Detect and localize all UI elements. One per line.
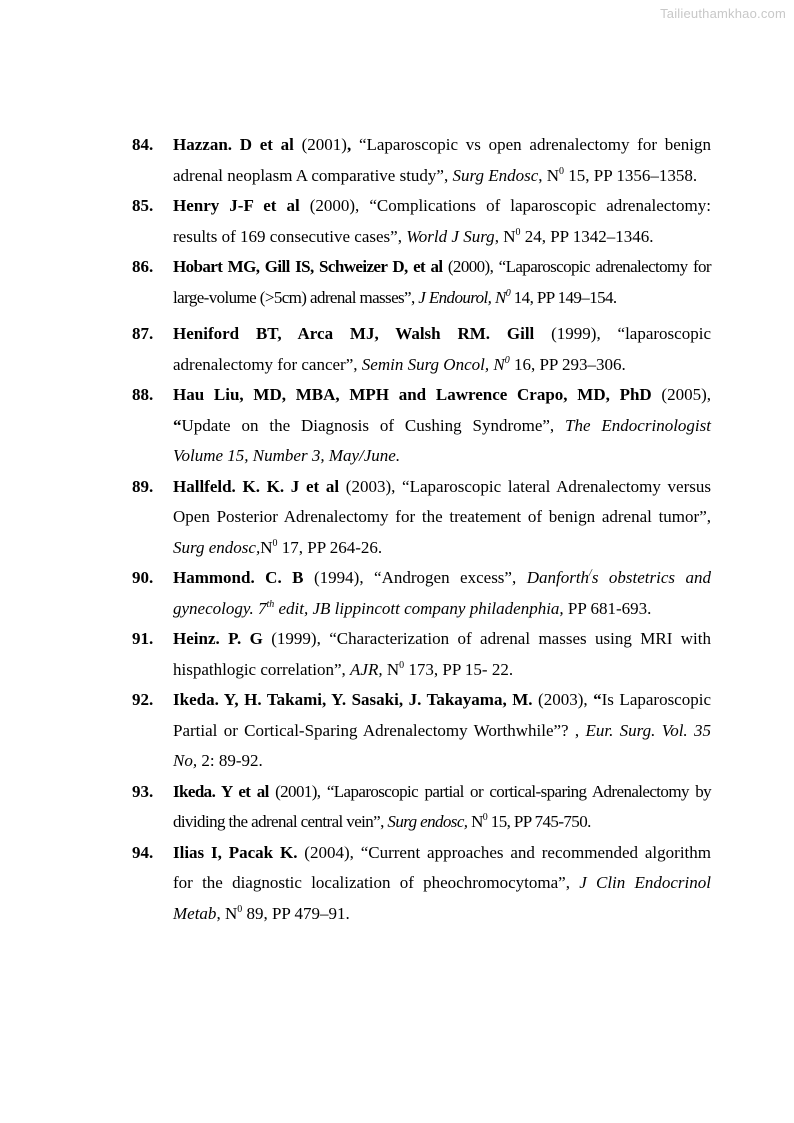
reference-text-part: Danforth xyxy=(526,568,590,587)
reference-text-part: , xyxy=(346,135,352,154)
reference-text-part: 0 xyxy=(399,659,405,671)
reference-item xyxy=(0,563,794,624)
reference-text xyxy=(173,252,711,313)
reference-text-part: “Laparoscopic vs open adrenalectomy for benign adrenal neoplasm A comparative study”, xyxy=(173,135,711,185)
reference-item xyxy=(0,472,794,564)
reference-text-part: 16, PP 293–306. xyxy=(509,354,626,374)
reference-text-part: / xyxy=(589,568,592,579)
reference-text-part: Surg Endosc xyxy=(452,165,539,185)
reference-text-part: 0 xyxy=(515,226,521,238)
reference-text-part: 17, PP 264-26. xyxy=(277,537,383,557)
reference-number: 86. xyxy=(132,257,154,276)
reference-text-part: J Endourol, N xyxy=(418,287,506,307)
reference-text-part: Update on the Diagnosis of Cushing Syndrome”, xyxy=(181,415,566,435)
reference-text xyxy=(173,319,711,380)
reference-text-part: , N xyxy=(538,165,560,185)
reference-text xyxy=(173,191,711,252)
reference-text-part: (2000), “Laparoscopic adrenalectomy for large-volume (>5cm) adrenal masses”, xyxy=(173,257,711,307)
reference-text-part: Surg endosc, xyxy=(387,812,468,831)
reference-text-part: th xyxy=(266,598,275,610)
reference-item xyxy=(0,319,794,380)
reference-text-part: Surg endosc, xyxy=(173,537,261,557)
reference-item xyxy=(0,838,794,930)
reference-text xyxy=(173,563,711,624)
reference-text-part: (2003), “Laparoscopic lateral Adrenalectomy versus Open Posterior Adrenalectomy for the treatement of benign adrenal tumor”, xyxy=(173,476,711,526)
reference-item xyxy=(0,624,794,685)
reference-text-part: edit, JB lippincott company philadenphia, xyxy=(274,598,564,618)
reference-text-part: (1999), “Characterization of adrenal masses using MRI with hispathlogic correlation”, xyxy=(173,629,711,679)
reference-text-part: Heniford BT, Arca MJ, Walsh RM. Gill xyxy=(173,324,535,343)
reference-item xyxy=(0,380,794,472)
reference-number: 90. xyxy=(132,568,154,587)
reference-text-part: 2: 89-92. xyxy=(197,751,263,770)
reference-text-part: 173, PP 15- 22. xyxy=(404,659,514,679)
reference-text xyxy=(173,130,711,191)
reference-text-part: 0 xyxy=(272,537,278,549)
reference-text-part: 15, PP 1356–1358. xyxy=(564,165,698,185)
reference-text-part: Heinz. P. G xyxy=(173,629,263,648)
reference-text-part: (2000), “Complications of laparoscopic adrenalectomy: results of 169 consecutive cases”, xyxy=(173,196,711,246)
reference-text-part: Hazzan. D et al xyxy=(173,135,294,154)
reference-text-part: Hallfeld. K. K. J et al xyxy=(173,476,340,496)
reference-text-part: (2003), xyxy=(532,690,594,709)
reference-item xyxy=(0,252,794,313)
reference-text-part: , N xyxy=(216,903,238,923)
reference-text-part: 0 xyxy=(504,354,510,366)
reference-item xyxy=(0,130,794,191)
reference-text-part: Is Laparoscopic Partial or Cortical-Sparing Adrenalectomy Worthwhile”? , xyxy=(173,690,711,740)
reference-text-part: 0 xyxy=(237,903,243,915)
reference-text-part: N xyxy=(467,812,483,831)
reference-text-part: Hobart MG, Gill IS, Schweizer D, et al xyxy=(173,257,443,276)
reference-text-part: Ikeda. Y, H. Takami, Y. Sasaki, J. Takayama, M. xyxy=(173,690,533,709)
reference-number: 87. xyxy=(132,324,154,343)
reference-number: 92. xyxy=(132,690,154,709)
reference-item xyxy=(0,685,794,777)
reference-number: 91. xyxy=(132,629,154,648)
reference-number: 88. xyxy=(132,385,154,404)
reference-text-part: 0 xyxy=(505,287,511,299)
reference-text-part: 24, PP 1342–1346. xyxy=(520,226,654,246)
reference-text xyxy=(173,838,711,930)
reference-text-part: Ilias I, Pacak K. xyxy=(173,842,298,862)
reference-number: 94. xyxy=(132,842,154,862)
reference-text-part: AJR, xyxy=(350,659,383,679)
reference-number: 84. xyxy=(132,135,154,154)
reference-text-part: Semin Surg Oncol, N xyxy=(361,354,505,374)
reference-text-part: (1994), “Androgen excess”, xyxy=(303,568,527,587)
watermark-text: Tailieuthamkhao.com xyxy=(660,6,786,21)
reference-text-part: N xyxy=(260,537,273,557)
reference-text-part: Eur. Surg. Vol. 35 No, xyxy=(173,720,711,770)
reference-text-part: (2004), “Current approaches and recommended algorithm for the diagnostic localization of pheochromocytoma”, xyxy=(173,842,711,892)
reference-text-part: N xyxy=(382,659,400,679)
reference-number: 89. xyxy=(132,476,154,496)
reference-text-part: (2001) xyxy=(293,135,347,154)
reference-item xyxy=(0,191,794,252)
reference-text-part: World J Surg xyxy=(406,226,495,246)
reference-text-part: Hammond. C. B xyxy=(173,568,304,587)
reference-text-part: (1999), “laparoscopic adrenalectomy for cancer”, xyxy=(173,324,711,374)
reference-text-part: (2005), xyxy=(651,385,712,404)
reference-text-part: Henry J-F et al xyxy=(173,196,300,215)
reference-item xyxy=(0,777,794,838)
reference-list xyxy=(0,130,794,929)
reference-text xyxy=(173,777,711,838)
reference-text-part: 15, PP 745-750. xyxy=(487,812,591,831)
reference-text-part: Hau Liu, MD, MBA, MPH and Lawrence Crapo, MD, PhD xyxy=(173,385,652,404)
reference-text-part: s obstetrics and gynecology. 7 xyxy=(173,568,712,618)
reference-text-part: PP 681-693. xyxy=(563,598,652,618)
reference-text-part: 0 xyxy=(559,165,565,177)
reference-text-part: The Endocrinologist Volume 15, Number 3, May/June. xyxy=(173,415,711,465)
reference-text-part: 0 xyxy=(482,812,488,823)
reference-text xyxy=(173,380,711,472)
reference-text-part: Ikeda. Y et al xyxy=(173,781,269,801)
reference-text xyxy=(173,624,711,685)
reference-text xyxy=(173,472,711,564)
reference-number: 93. xyxy=(132,781,154,801)
reference-text-part: “ xyxy=(593,690,602,709)
reference-text-part: J Clin Endocrinol Metab xyxy=(173,873,711,923)
reference-text xyxy=(173,685,711,777)
reference-text-part: (2001), “Laparoscopic partial or cortical-sparing Adrenalectomy by dividing the adrenal central vein”, xyxy=(173,781,711,831)
reference-text-part: “ xyxy=(173,415,182,435)
reference-number: 85. xyxy=(132,196,154,215)
reference-text-part: , N xyxy=(494,226,516,246)
reference-text-part: 14, PP 149–154. xyxy=(510,287,617,307)
reference-text-part: 89, PP 479–91. xyxy=(242,903,350,923)
